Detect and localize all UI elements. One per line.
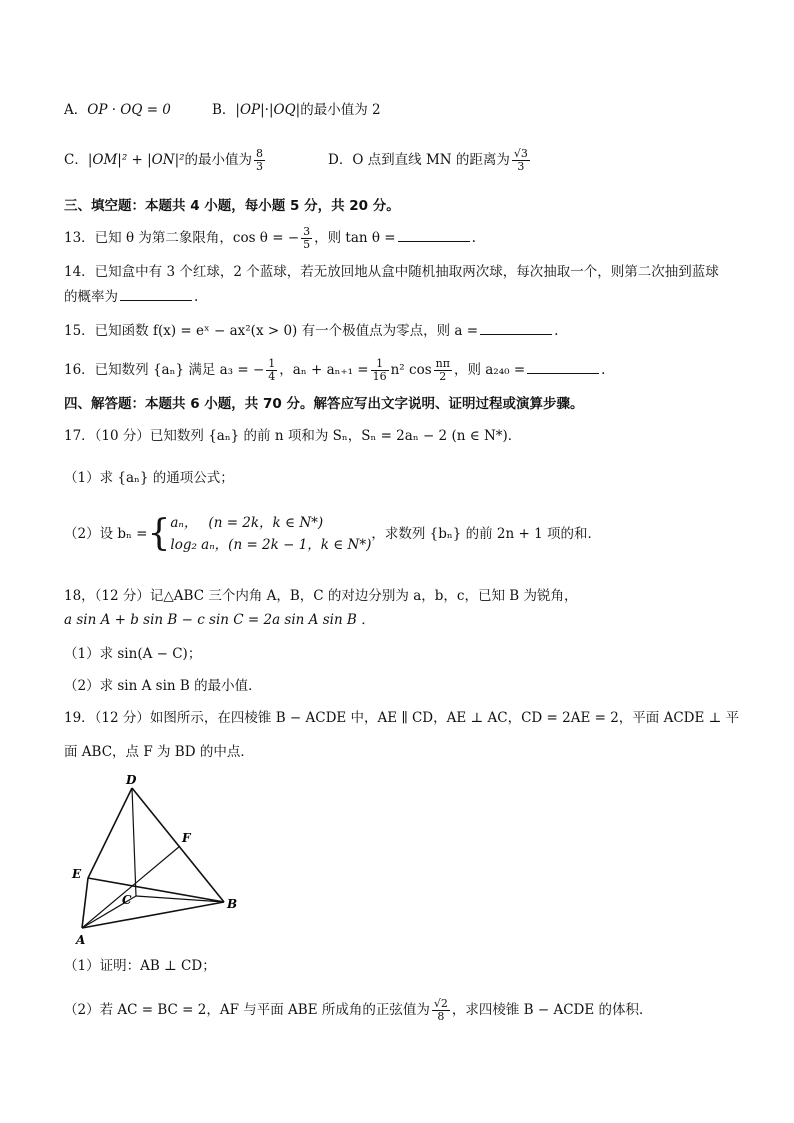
option-expr: |OM|² + |ON|² bbox=[87, 152, 185, 168]
piecewise-cases bbox=[170, 512, 371, 556]
vertex-label-f: F bbox=[182, 831, 191, 845]
q17-p2-prefix: （2）设 bₙ = bbox=[64, 526, 148, 542]
left-brace: { bbox=[147, 513, 171, 554]
q16-mid2: n² cos bbox=[390, 362, 432, 378]
q16-mid: ，aₙ + aₙ₊₁ = bbox=[279, 362, 369, 378]
option-text: 的最小值为 2 bbox=[300, 102, 381, 118]
vertex-label-a: A bbox=[76, 933, 86, 947]
question-14-line2 bbox=[64, 286, 198, 307]
q13-end: . bbox=[471, 230, 476, 246]
section-4-title: 四、解答题：本题共 6 小题，共 70 分。解答应写出文字说明、证明过程或演算步骤。 bbox=[64, 396, 584, 412]
q16-end: . bbox=[601, 362, 606, 378]
question-17-stem: 17．（10 分）已知数列 {aₙ} 的前 n 项和为 Sₙ，Sₙ = 2aₙ − 2 (n ∈ N*)． bbox=[64, 428, 522, 444]
q13-prefix: 13．已知 θ 为第二象限角，cos θ = − bbox=[64, 230, 300, 246]
section-3-title: 三、填空题：本题共 4 小题，每小题 5 分，共 20 分。 bbox=[64, 198, 400, 214]
q19-p2-suffix: ，求四棱锥 B − ACDE 的体积． bbox=[451, 1002, 653, 1018]
question-19-stem2: 面 ABC，点 F 为 BD 的中点． bbox=[64, 744, 254, 760]
answer-blank[interactable] bbox=[527, 359, 599, 374]
question-19-stem1: 19．（12 分）如图所示，在四棱锥 B − ACDE 中，AE ∥ CD，AE ⊥ AC，CD = 2AE = 2，平面 ACDE ⊥ 平 bbox=[64, 710, 740, 726]
pyramid-figure bbox=[70, 768, 250, 948]
question-15 bbox=[64, 320, 558, 341]
vertex-label-c: C bbox=[122, 893, 132, 907]
option-label: B． bbox=[212, 102, 236, 118]
option-text: O 点到直线 MN 的距离为 bbox=[352, 152, 510, 168]
q15-text: 15．已知函数 f(x) = eˣ − ax²(x > 0) 有一个极值点为零点，则 a = bbox=[64, 323, 479, 339]
vertex-label-d: D bbox=[126, 773, 137, 787]
question-19-part1: （1）证明：AB ⊥ CD； bbox=[64, 958, 216, 974]
option-label: A． bbox=[64, 102, 88, 118]
option-label: C． bbox=[64, 152, 88, 168]
question-17-part1: （1）求 {aₙ} 的通项公式； bbox=[64, 470, 234, 486]
q16-suffix: ，则 a₂₄₀ = bbox=[453, 362, 526, 378]
q14-text: 的概率为 bbox=[64, 289, 118, 305]
q12-option-a bbox=[64, 100, 171, 120]
option-label: D． bbox=[328, 152, 353, 168]
fraction: $\frac{1}{16}$ bbox=[372, 357, 387, 383]
question-18-part2: （2）求 sin A sin B 的最小值． bbox=[64, 678, 262, 694]
fraction: $\frac{3}{5}$ bbox=[303, 225, 311, 251]
case-1: aₙ， (n = 2k，k ∈ N*) bbox=[170, 515, 324, 531]
q16-prefix: 16．已知数列 {aₙ} 满足 a₃ = − bbox=[64, 362, 265, 378]
fraction: $\frac{√3}{3}$ bbox=[513, 147, 528, 173]
option-text: 的最小值为 bbox=[184, 152, 253, 168]
fraction: $\frac{1}{4}$ bbox=[268, 357, 276, 383]
fraction: $\frac{n\pi}{2}$ bbox=[435, 357, 450, 383]
case-2: log₂ aₙ，(n = 2k − 1，k ∈ N*) bbox=[170, 537, 372, 553]
question-17-part2 bbox=[64, 512, 601, 556]
fraction: $\frac{√2}{8}$ bbox=[433, 997, 448, 1023]
answer-blank[interactable] bbox=[480, 320, 552, 335]
q17-p2-suffix: ，求数列 {bₙ} 的前 2n + 1 项的和． bbox=[371, 526, 601, 542]
question-16 bbox=[64, 358, 605, 383]
fraction: $\frac{8}{3}$ bbox=[256, 147, 264, 173]
answer-blank[interactable] bbox=[120, 286, 192, 301]
q15-end: . bbox=[554, 323, 559, 339]
pyramid-inner-lines bbox=[82, 788, 224, 928]
option-expr: OP · OQ = 0 bbox=[87, 102, 171, 118]
q19-p2-prefix: （2）若 AC = BC = 2，AF 与平面 ABE 所成角的正弦值为 bbox=[64, 1002, 430, 1018]
question-14-line1: 14．已知盒中有 3 个红球，2 个蓝球，若无放回地从盒中随机抽取两次球，每次抽取一个，则第二次抽到蓝球 bbox=[64, 264, 719, 280]
question-18-stem: 18，（12 分）记△ABC 三个内角 A，B，C 的对边分别为 a，b，c，已知 B 为锐角， bbox=[64, 588, 578, 604]
q12-option-c bbox=[64, 148, 267, 173]
vertex-label-e: E bbox=[72, 867, 82, 881]
q14-end: . bbox=[194, 289, 199, 305]
question-13 bbox=[64, 226, 476, 251]
pyramid-edges bbox=[82, 788, 224, 928]
question-18-part1: （1）求 sin(A − C)； bbox=[64, 646, 202, 662]
question-19-part2 bbox=[64, 998, 653, 1023]
question-18-equation: a sin A + b sin B − c sin C = 2a sin A sin B ． bbox=[64, 612, 375, 628]
q13-suffix: ，则 tan θ = bbox=[314, 230, 396, 246]
q12-option-d bbox=[328, 148, 532, 173]
answer-blank[interactable] bbox=[398, 227, 470, 242]
vertex-label-b: B bbox=[227, 897, 238, 911]
q12-option-b bbox=[212, 100, 381, 120]
option-expr: |OP|·|OQ| bbox=[235, 102, 301, 118]
